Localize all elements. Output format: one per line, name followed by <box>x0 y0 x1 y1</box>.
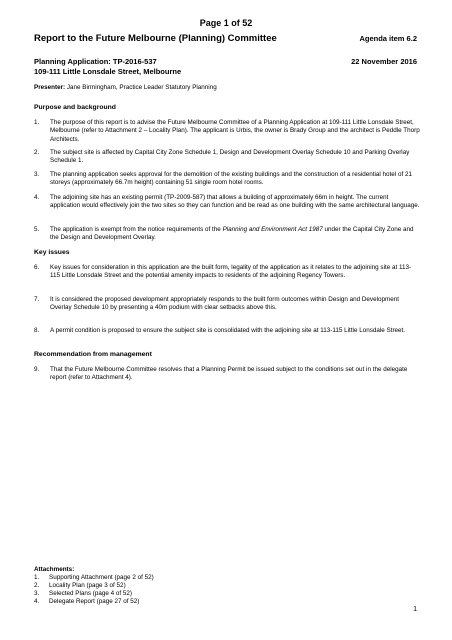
paragraph-text: That the Future Melbourne Committee resolves that a Planning Permit be issued subject to the conditions set out in the delegate report (refer to Attachment 4). <box>50 366 408 382</box>
paragraph-number: 9. <box>34 366 40 373</box>
attachment-number: 1. <box>34 574 40 581</box>
report-title: Report to the Future Melbourne (Planning) Committee <box>34 33 277 44</box>
attachment-item <box>34 590 132 598</box>
paragraph-number: 6. <box>34 264 40 271</box>
attachment-item <box>34 582 126 590</box>
application-block <box>34 57 181 77</box>
attachment-number: 3. <box>34 590 40 597</box>
attachments-heading: Attachments: <box>34 566 75 573</box>
paragraph-text: The planning application seeks approval for the demolition of the existing buildings and the construction of a residential hotel of 21 storeys (approximately 66.7m height) containing 51 single room hotel rooms. <box>50 171 412 187</box>
paragraph-text: It is considered the proposed development appropriately responds to the built form outcomes within Design and Development Overlay Schedule 10 by presenting a 40m podium with clear setbacks above this. <box>50 296 399 312</box>
paragraph-5 <box>34 226 420 243</box>
page-number: 1 <box>413 606 417 613</box>
paragraph-text: The purpose of this report is to advise the Future Melbourne Committee of a Planning Application at 109-111 Little Lonsdale Street, Melbourne (refer to Attachment 2 – Locality Plan). The applicant is Urbis, the owner is Brady Group and the architect is Peddle Thorp Architects. <box>50 119 420 143</box>
paragraph-number: 4. <box>34 194 40 201</box>
paragraph-2 <box>34 149 420 166</box>
paragraph-text <box>50 226 420 243</box>
presenter <box>34 84 217 91</box>
attachment-item <box>34 598 139 606</box>
paragraph-9 <box>34 366 420 383</box>
presenter-label: Presenter: <box>34 84 66 91</box>
section-heading-key-issues: Key issues <box>34 249 70 256</box>
paragraph-7 <box>34 296 420 313</box>
presenter-value: Jane Birmingham, Practice Leader Statutory Planning <box>66 84 217 91</box>
attachment-text: Supporting Attachment (page 2 of 52) <box>49 574 154 581</box>
paragraph-text-part: under the Capital City Zone and the Design and Development Overlay. <box>50 226 414 242</box>
paragraph-text: The subject site is affected by Capital City Zone Schedule 1, Design and Development Overlay Schedule 10 and Parking Overlay Schedule 1. <box>50 149 410 165</box>
paragraph-6 <box>34 264 420 281</box>
attachment-item <box>34 574 154 582</box>
paragraph-text: Key issues for consideration in this application are the built form, legality of the application as it relates to the adjoining site at 113-115 Little Lonsdale Street and the potential amenity impacts to residents of the adjoining Regency Towers. <box>50 264 412 280</box>
paragraph-number: 3. <box>34 171 40 178</box>
page-header: Page 1 of 52 <box>199 18 253 28</box>
section-heading-recommendation: Recommendation from management <box>34 351 152 358</box>
paragraph-number: 7. <box>34 296 40 303</box>
act-name: Planning and Environment Act 1987 <box>222 226 323 233</box>
paragraph-text: The adjoining site has an existing permit (TP-2009-587) that allows a building of approximately 66m in height. The current application would effectively join the two sites so they can function and be read as one building with the same architectural language. <box>50 194 420 210</box>
paragraph-4 <box>34 194 420 211</box>
application-number: Planning Application: TP-2016-537 <box>34 57 157 66</box>
attachment-text: Locality Plan (page 3 of 52) <box>49 582 126 589</box>
paragraph-text-part: The application is exempt from the notice requirements of the <box>50 226 223 233</box>
paragraph-number: 5. <box>34 226 40 233</box>
paragraph-number: 1. <box>34 119 40 126</box>
attachment-number: 4. <box>34 598 40 605</box>
paragraph-number: 8. <box>34 327 40 334</box>
report-date: 22 November 2016 <box>351 57 417 66</box>
paragraph-1 <box>34 119 420 144</box>
attachment-number: 2. <box>34 582 40 589</box>
attachment-text: Selected Plans (page 4 of 52) <box>49 590 132 597</box>
paragraph-3 <box>34 171 420 188</box>
paragraph-text: A permit condition is proposed to ensure the subject site is consolidated with the adjoining site at 113-115 Little Lonsdale Street. <box>50 327 406 334</box>
application-address: 109-111 Little Lonsdale Street, Melbourne <box>34 67 182 76</box>
attachment-text: Delegate Report (page 27 of 52) <box>49 598 140 605</box>
section-heading-purpose: Purpose and background <box>34 104 116 111</box>
paragraph-number: 2. <box>34 149 40 156</box>
paragraph-8 <box>34 327 420 335</box>
agenda-item: Agenda item 6.2 <box>359 34 417 43</box>
